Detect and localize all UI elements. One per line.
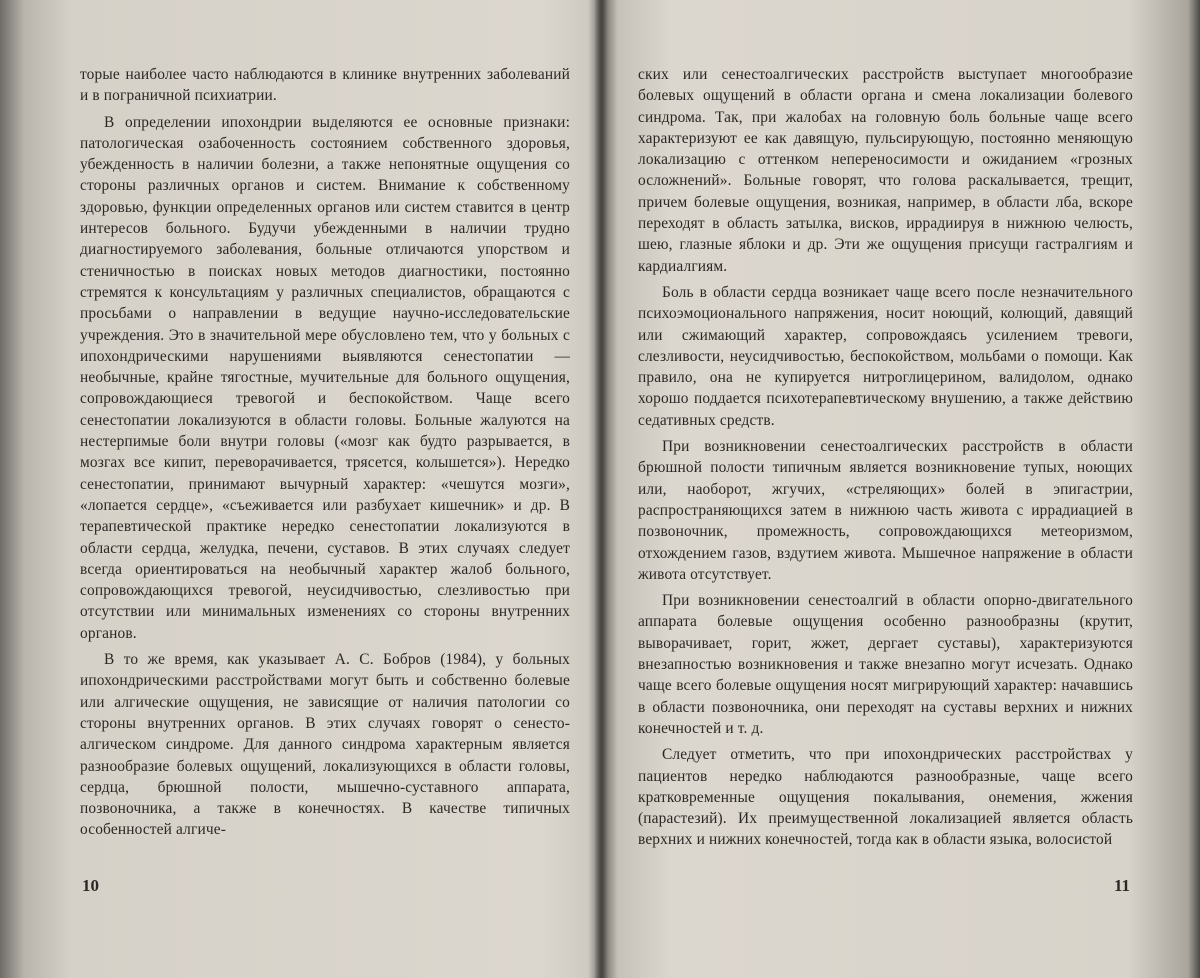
left-page-text [80, 64, 570, 841]
paragraph: Следует отметить, что при ипохондрических расстройствах у пациентов нередко наблюдаются разнообразные, чаще всего кратковременные ощущения покалывания, онемения, жжения (парастезий). Их преимущественной локализацией является область верхних и нижних конечностей, тогда как в области языка, волосистой [638, 746, 1133, 849]
paragraph: торые наиболее часто наблюдаются в клинике внутренних заболеваний и в пограничной психиатрии. [80, 66, 570, 105]
page-number: 11 [1113, 876, 1130, 895]
paragraph: При возникновении сенестоалгических расстройств в области брюшной полости типичным является возникновение тупых, ноющих или, наоборот, жгучих, «стреляющих» болей в эпигастрии, распространяющихся затем в нижнюю часть живота с иррадиацией в позвоночник, промежность, сопровождающихся метеоризмом, отхождением газов, вздутием живота. Мышечное напряжение в области живота отсутствует. [638, 438, 1133, 583]
paragraph: При возникновении сенестоалгий в области опорно-двигательного аппарата болевые ощущения особенно разнообразны (крутит, выворачивает, горит, жжет, дергает суставы), характеризуются внезапностью возникновения и также внезапно могут исчезать. Однако чаще всего болевые ощущения носят мигрирующий характер: начавшись в области позвоночника, они переходят на суставы верхних и нижних конечностей и т. д. [638, 592, 1133, 737]
paragraph: Боль в области сердца возникает чаще всего после незначительного психоэмоционального напряжения, носит ноющий, колющий, давящий или сжимающий характер, сопровождаясь усилением тревоги, слезливости, неусидчивостью, беспокойством, мольбами о помощи. Как правило, она не купируется нитроглицерином, валидолом, однако хорошо поддается психотерапевтическому внушению, а также действию седативных средств. [638, 283, 1133, 429]
paragraph: В определении ипохондрии выделяются ее основные признаки: патологическая озабоченность состоянием собственного здоровья, убежденность в наличии болезни, а также непонятные ощущения со стороны различных органов и систем. Внимание к собственному здоровью, функции определенных органов или систем ставится в центр интересов больного. Будучи убежденными в наличии трудно диагностируемого заболевания, больные отличаются упорством и стеничностью в поисках новых методов диагностики, постоянно стремятся к консультациям у различных специалистов, обращаются с просьбами о направлении в ведущие научно-исследовательские учреждения. Это в значительной мере обусловлено тем, что у больных с ипохондрическими нарушениями выявляются сенестопатии — необычные, крайне тягостные, мучительные для больного ощущения, сопровождающиеся тревогой и беспокойством. Чаще всего сенестопатии локализуются в области головы. Больные жалуются на нестерпимые боли внутри головы («мозг как будто разрывается, в мозгах все кипит, переворачивается, трясется, колышется»). Нередко сенестопатии, принимают вычурный характер: «чешутся мозги», «лопается сердце», «съеживается или разбухает кишечник» и др. В терапевтической практике нередко сенестопатии локализуются в области сердца, желудка, печени, суставов. В этих случаях следует всегда ориентироваться на необычный характер жалоб больного, сопровождающихся тревогой, неусидчивостью, слезливостью при отсутствии или минимальных изменениях со стороны внутренних органов. [80, 113, 570, 642]
paragraph: В то же время, как указывает А. С. Бобров (1984), у больных ипохондрическими расстройствами могут быть и собственно болевые или алгические ощущения, не зависящие от наличия патологии со стороны внутренних органов. В этих случаях говорят о сенесто-алгическом синдроме. Для данного синдрома характерным является разнообразие болевых ощущений, локализующихся в области головы, сердца, брюшной полости, мышечно-суставного аппарата, позвоночника, а также в конечностях. В качестве типичных особенностей алгиче- [80, 651, 570, 839]
right-page-text [638, 64, 1133, 851]
right-page [600, 0, 1200, 978]
page-number: 10 [82, 876, 99, 895]
paragraph: ских или сенестоалгических расстройств выступает многообразие болевых ощущений в области органа и смена локализации болевого синдрома. Так, при жалобах на головную боль больные чаще всего характеризуют ее как давящую, пульсирующую, постоянно меняющую локализацию с оттенком непереносимости и ожиданием «грозных осложнений». Больные говорят, что голова раскалывается, трещит, причем болевые ощущения, возникая, например, в области лба, вскоре переходят в область затылка, висков, иррадиируя в нижнюю челюсть, шею, глазные яблоки и др. Эти же ощущения присущи гастралгиям и кардиалгиям. [638, 66, 1133, 275]
